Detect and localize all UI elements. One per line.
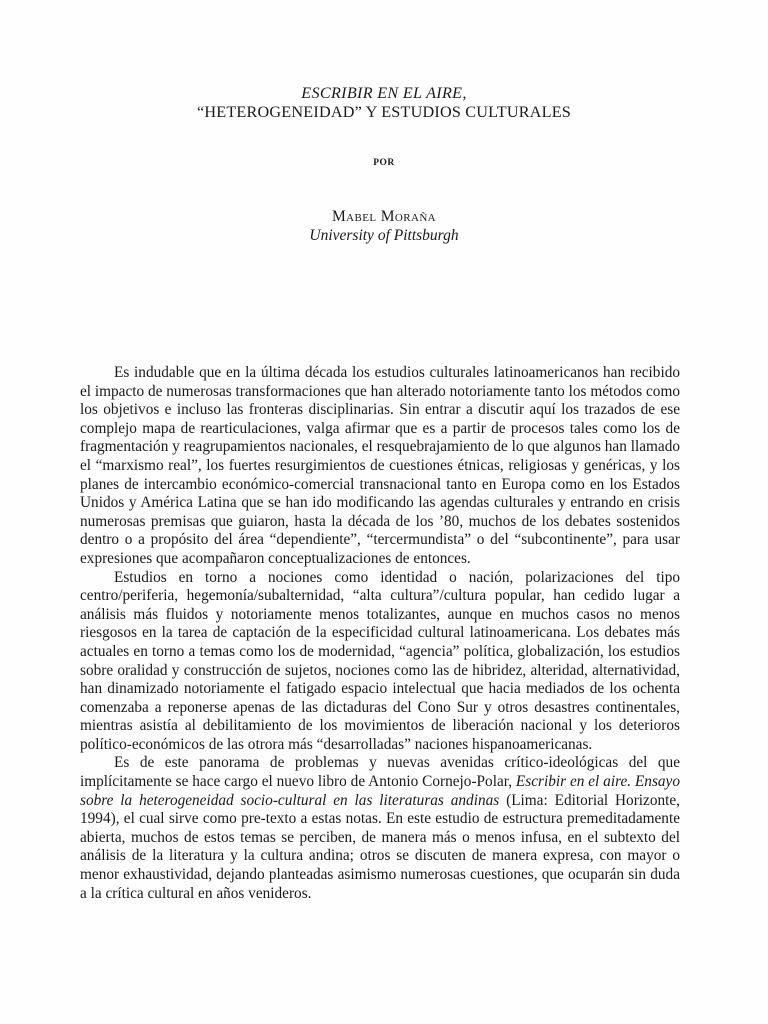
paragraph-1: Es indudable que en la última década los estudios culturales latinoamericanos han recibido el impacto de numerosas transformaciones que han alterado notoriamente tanto los métodos como los objetivos e incluso las fronteras disciplinarias. Sin entrar a discutir aquí los trazados de ese complejo mapa de rearticulaciones, valga afirmar que es a partir de procesos tales como los de fragmentación y reagrupamientos nacionales, el resquebrajamiento de lo que algunos han llamado el “marxismo real”, los fuertes resurgimientos de cuestiones étnicas, religiosas y genéricas, y los planes de intercambio económico-comercial transnacional tanto en Europa como en los Estados Unidos y América Latina que se han ido modificando las agendas culturales y entrando en crisis numerosas premisas que guiaron, hasta la década de los ’80, muchos de los debates sostenidos dentro o a propósito del área “dependiente”, “tercermundista” o del “subcontinente”, para usar expresiones que acompañaron conceptualizaciones de entonces.	[80, 364, 680, 567]
paragraph-3-text-b: (Lima: Editorial Horizonte, 1994), el cual sirve como pre-texto a estas notas. En este estudio de estructura premeditadamente abierta, muchos de estos temas se perciben, de manera más o menos infusa, en el subtexto del análisis de la literatura y la cultura andina; otros se discuten de manera expresa, con mayor o menor exhaustividad, dejando planteadas asimismo numerosas cuestiones, que ocuparán sin duda a la crítica cultural en años venideros.	[80, 791, 680, 902]
paragraph-3	[80, 754, 680, 903]
article-title	[0, 84, 768, 122]
article-body	[80, 364, 680, 903]
paragraph-3-text-a: Es de este panorama de problemas y nuevas avenidas crítico-ideológicas del que implícitamente se hace cargo el nuevo libro de Antonio Cornejo-Polar,	[80, 754, 680, 791]
by-label: POR	[373, 158, 395, 168]
title-line-2: “HETEROGENEIDAD” Y ESTUDIOS CULTURALES	[196, 103, 572, 121]
author-name: Mabel Moraña	[331, 208, 437, 225]
title-line-1: ESCRIBIR EN EL AIRE,	[301, 84, 467, 102]
author-block	[0, 207, 768, 245]
paragraph-2: Estudios en torno a nociones como identidad o nación, polarizaciones del tipo centro/periferia, hegemonía/subalternidad, “alta cultura”/cultura popular, han cedido lugar a análisis más fluidos y notoriamente menos totalizantes, aunque en muchos casos no menos riesgosos en la tarea de captación de la especificidad cultural latinoamericana. Los debates más actuales en torno a temas como los de modernidad, “agencia” política, globalización, los estudios sobre oralidad y construcción de sujetos, nociones como las de hibridez, alteridad, alternatividad, han dinamizado notoriamente el fatigado espacio intelectual que hacia mediados de los ochenta comenzaba a reponerse apenas de las dictaduras del Cono Sur y otros desastres continentales, mientras asistía al debilitamiento de los movimientos de liberación nacional y los deterioros político-económicos de las otrora más “desarrolladas” naciones hispanoamericanas.	[80, 568, 680, 753]
author-affiliation: University of Pittsburgh	[309, 227, 459, 244]
book-title: Escribir en el aire. Ensayo sobre la heterogeneidad socio-cultural en las literaturas andinas	[80, 773, 680, 809]
